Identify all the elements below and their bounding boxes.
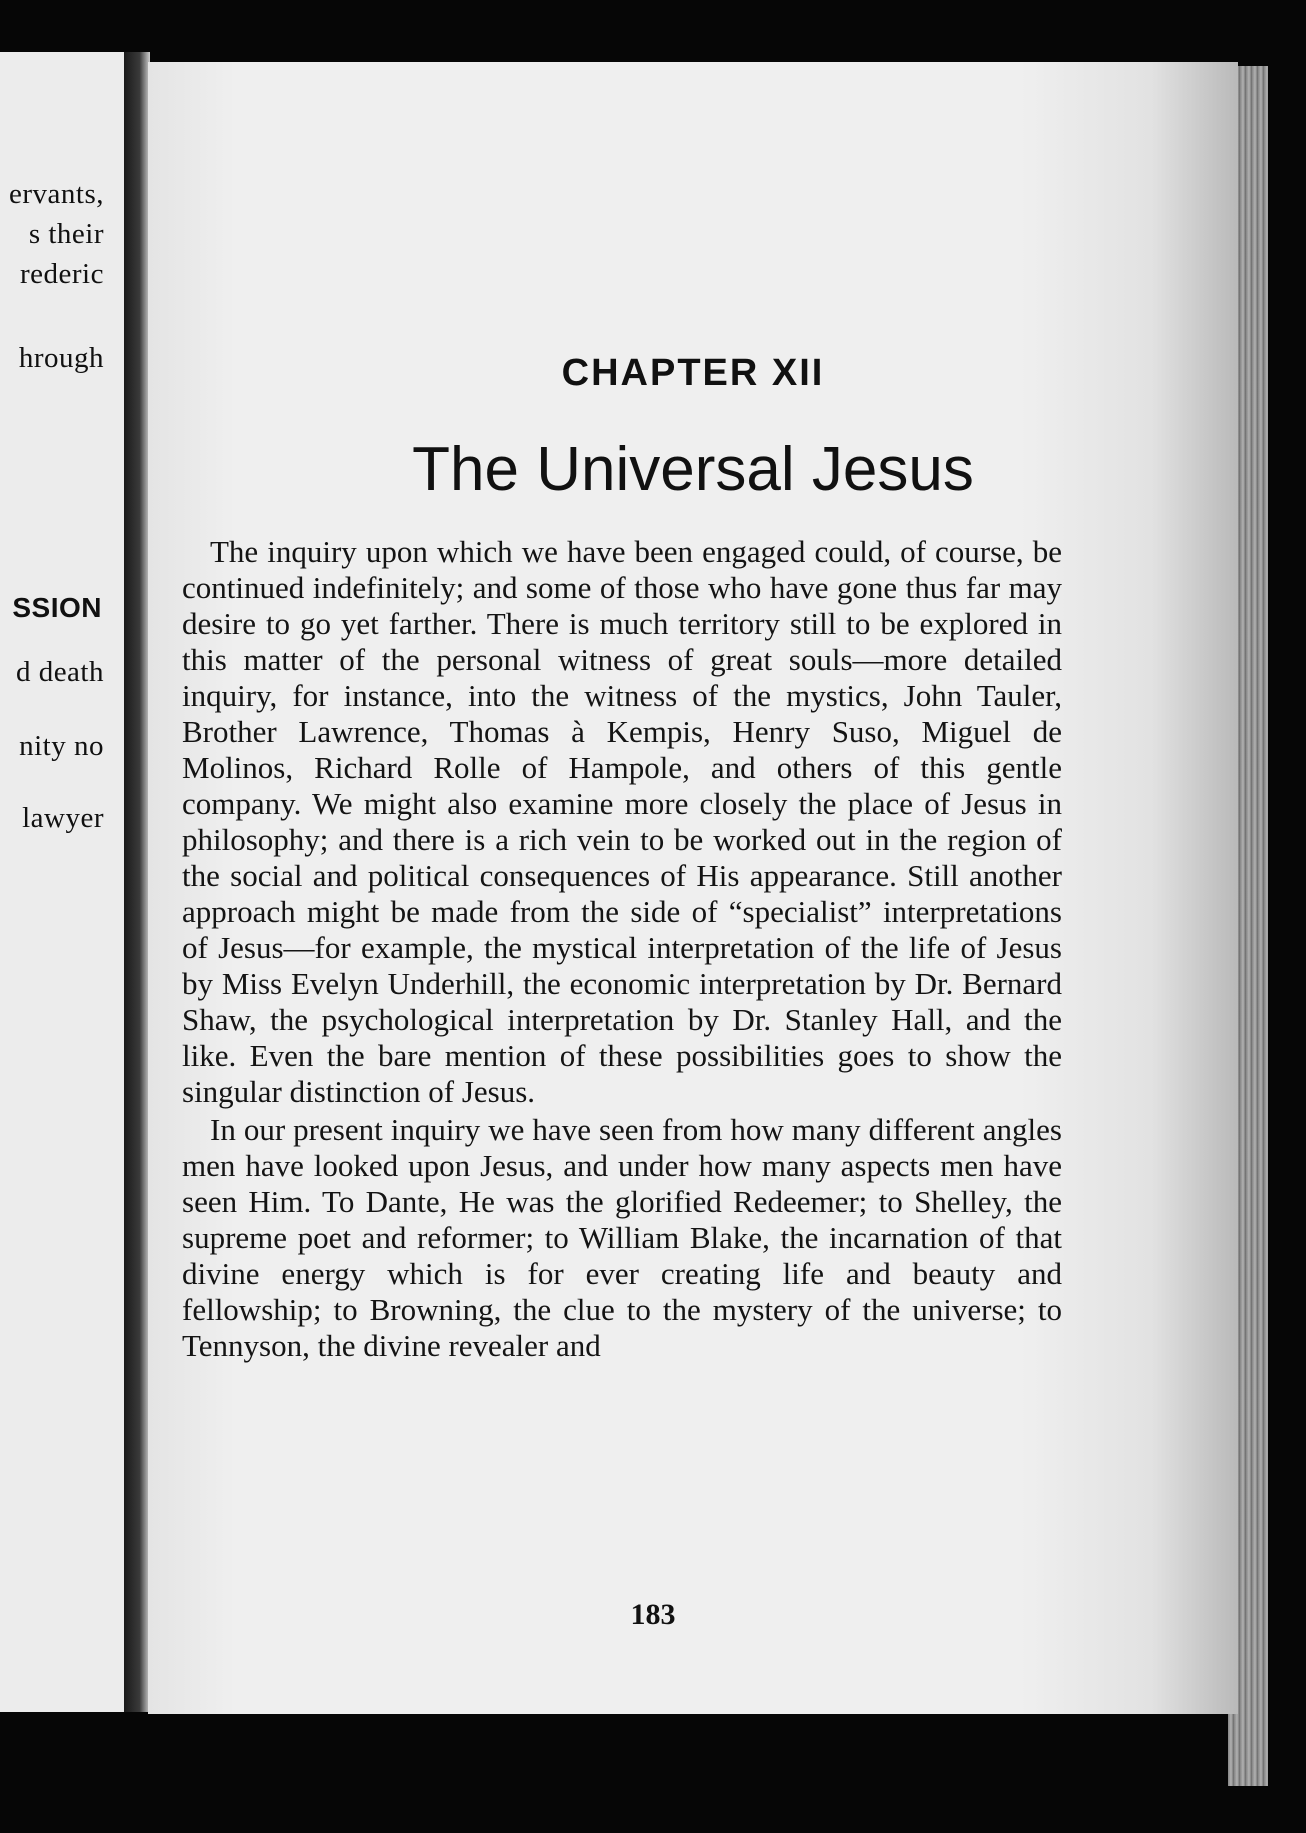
chapter-label: CHAPTER XII <box>561 352 825 394</box>
left-text-fragment: nity no <box>19 730 104 762</box>
page-number: 183 <box>630 1598 676 1631</box>
left-text-fragment: hrough <box>18 342 104 374</box>
left-page-fragment <box>0 52 124 1712</box>
left-text-fragment: s their <box>28 218 104 250</box>
paragraph-2: In our present inquiry we have seen from how many different angles men have looked upon Jesus, and under how many aspects men have seen Him. To Dante, He was the glorified Redeemer; to Shelley, the supreme poet and reformer; to William Blake, the incarnation of that divine energy which is for ever creating life and beauty and fellowship; to Browning, the clue to the mystery of the universe; to Tennyson, the divine revealer and <box>182 1112 1062 1363</box>
left-text-fragment: ervants, <box>9 178 104 210</box>
left-text-fragment: d death <box>15 656 104 688</box>
left-heading-fragment: SSION <box>12 592 102 623</box>
paragraph-1: The inquiry upon which we have been engaged could, of course, be continued indefinitely; and some of those who have gone thus far may desire to go yet farther. There is much territory still to be explored in this matter of the personal witness of great souls—more detailed inquiry, for instance, into the witness of the mystics, John Tauler, Brother Lawrence, Thomas à Kempis, Henry Suso, Miguel de Molinos, Richard Rolle of Hampole, and others of this gentle company. We might also examine more closely the place of Jesus in philosophy; and there is a rich vein to be worked out in the region of the social and political consequences of His appearance. Still another approach might be made from the side of “specialist” interpretations of Jesus—for example, the mystical interpretation of the life of Jesus by Miss Evelyn Underhill, the economic interpretation by Dr. Bernard Shaw, the psychological interpretation by Dr. Stanley Hall, and the like. Even the bare mention of these possibilities goes to show the singular distinction of Jesus. <box>182 534 1062 1109</box>
book-gutter <box>124 52 150 1712</box>
body-text <box>182 532 1062 1364</box>
left-text-fragment: lawyer <box>22 802 104 834</box>
chapter-title: The Universal Jesus <box>412 435 974 504</box>
left-text-fragment: rederic <box>20 258 104 290</box>
